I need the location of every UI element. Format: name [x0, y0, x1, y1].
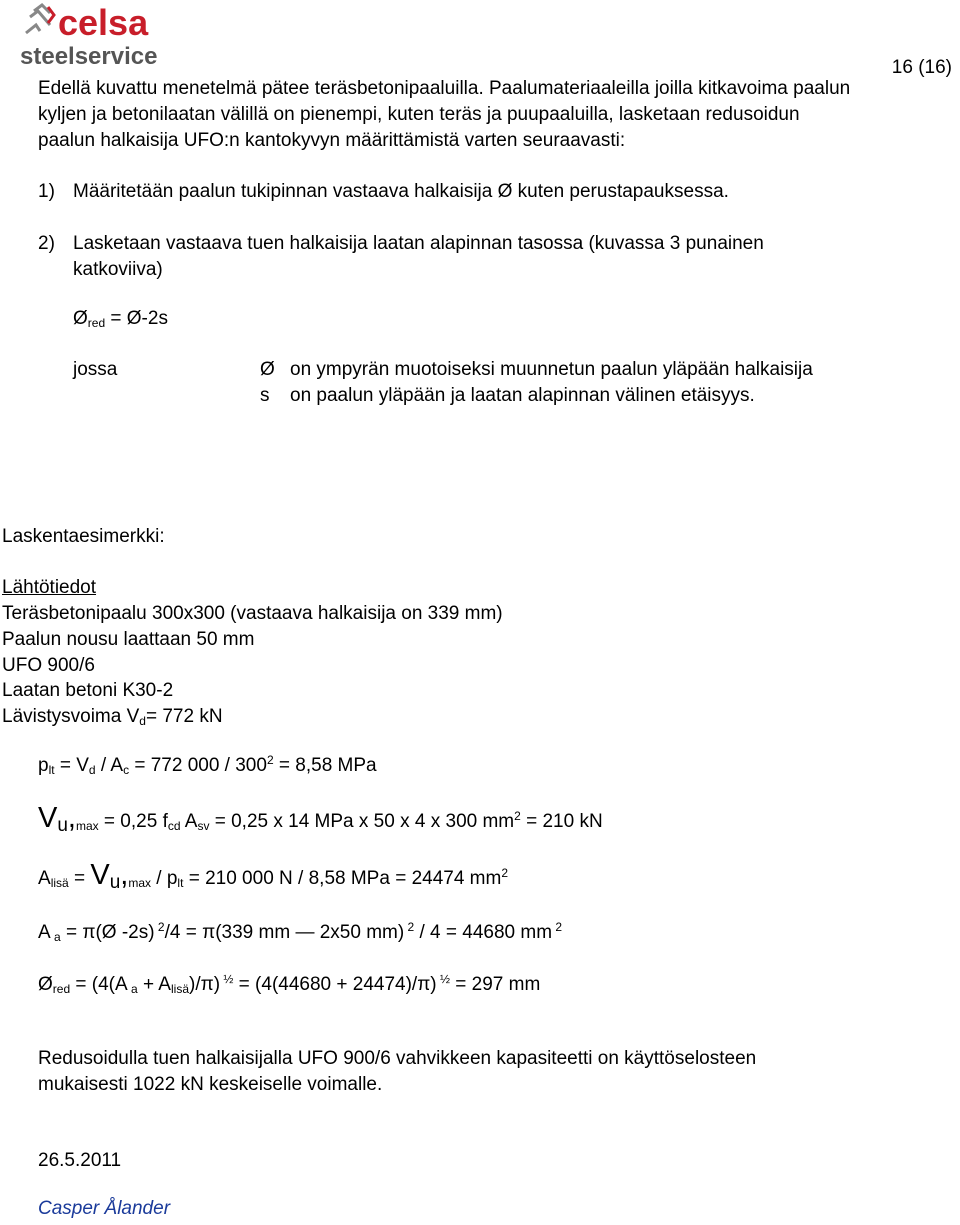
calc-area-a: A $_a$ = π(Ø -2s) $^2$/4 = π(339 mm — 2x50 mm) $^2$ / 4 = 44680 mm $^2$ — [38, 920, 563, 944]
step-1-text: Määritetään paalun tukipinnan vastaava halkaisija Ø kuten perustapauksessa. — [73, 181, 729, 202]
calc-reduced-diameter: $Ø_{red} = (4(A$ $_a + A_{lisä})/\pi$) $^{\frac{1}{2}}$ = (4(44680 + 24474)/π) $^{\frac{1}{2}}$ = 297 mm — [38, 972, 541, 996]
punching-force-line: Lävistysvoima $V_d= 772$ kN — [2, 706, 223, 728]
conclusion-line-1: Redusoidulla tuen halkaisijalla UFO 900/6 vahvikkeen kapasiteetti on käyttöselosteen — [38, 1048, 757, 1069]
intro-line-1: Edellä kuvattu menetelmä pätee teräsbetonipaaluilla. Paalumateriaaleilla joilla kitkavoima paalun — [38, 78, 851, 99]
calc-pressure: $p_{lt} = V_d / A_c = 772$ $000 / 300^2 = 8,58$ MPa — [38, 753, 377, 777]
initial-data-line-2: Paalun nousu laattaan 50 mm — [2, 629, 255, 650]
logo-bottom-text: steelservice — [20, 43, 158, 70]
initial-data-heading: Lähtötiedot — [2, 577, 97, 598]
logo-top-text: celsa — [58, 2, 149, 43]
definition-1: Ø on ympyrän muotoiseksi muunnetun paalun yläpään halkaisija — [260, 359, 813, 380]
calc-additional-area: $A_{lisä} = V_u,_{max} / p_{lt} = 210$ 000 N / 8,58 MPa = 24474 $mm^2$ — [38, 859, 509, 893]
where-label: jossa — [73, 359, 118, 380]
step-1-number: 1) — [38, 181, 55, 202]
celsa-steelservice-logo — [20, 3, 172, 71]
step-2-text-line-1: Lasketaan vastaava tuen halkaisija laatan alapinnan tasossa (kuvassa 3 punainen — [73, 233, 764, 254]
author-name: Casper Ålander — [38, 1198, 171, 1219]
calc-shear-capacity: $V_u,_{max} = 0,25$ $f_{cd}$ $A_{sv} = 0,25$ x 14 MPa x 50 x 4 x 300 $mm^2 = 210$ kN — [38, 802, 603, 836]
step-2-number: 2) — [38, 233, 55, 254]
intro-line-3: paalun halkaisija UFO:n kantokyvyn määrittämistä varten seuraavasti: — [38, 130, 626, 151]
formula-red-diameter: $Ø_{red}$ = Ø-2s — [73, 308, 168, 330]
document-date: 26.5.2011 — [38, 1150, 122, 1171]
example-title: Laskentaesimerkki: — [2, 526, 165, 547]
intro-line-2: kyljen ja betonilaatan välillä on pienempi, kuten teräs ja puupaaluilla, lasketaan redusoidun — [38, 104, 800, 125]
conclusion-line-2: mukaisesti 1022 kN keskeiselle voimalle. — [38, 1074, 383, 1095]
step-2-text-line-2: katkoviiva) — [73, 259, 163, 280]
definition-2: s on paalun yläpään ja laatan alapinnan välinen etäisyys. — [260, 385, 755, 406]
initial-data-line-4: Laatan betoni K30-2 — [2, 680, 174, 701]
page-number: 16 (16) — [891, 57, 952, 78]
initial-data-line-3: UFO 900/6 — [2, 655, 95, 676]
initial-data-line-1: Teräsbetonipaalu 300x300 (vastaava halkaisija on 339 mm) — [2, 603, 503, 624]
